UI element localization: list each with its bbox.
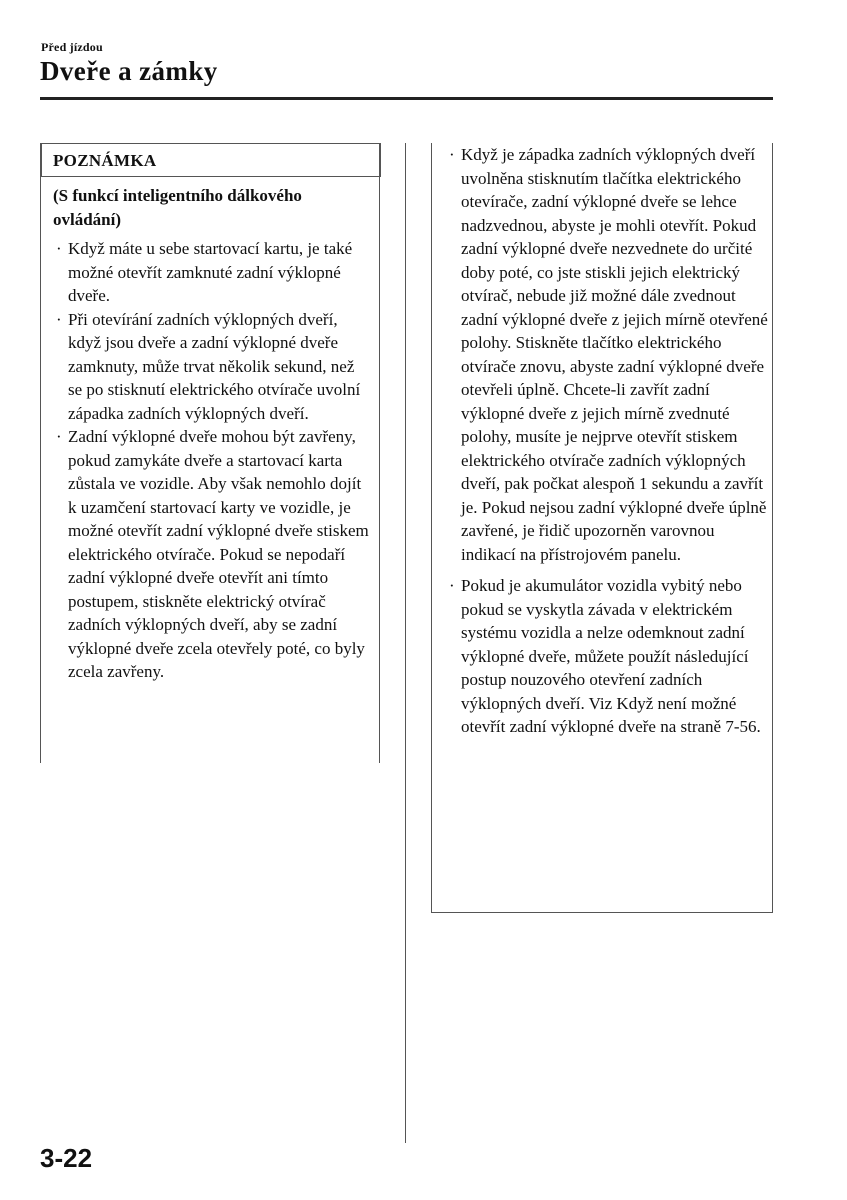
- list-item: [54, 308, 372, 426]
- right-bullet-list: [447, 143, 769, 739]
- page-title: Dveře a zámky: [40, 56, 218, 86]
- note-header: [41, 143, 381, 177]
- bullet-dot: ·: [449, 576, 455, 595]
- list-item: [54, 237, 372, 308]
- bullet-dot: ·: [449, 145, 455, 164]
- bullet-text: Když je západka zadních výklopných dveří uvolněna stisknutím tlačítka elektrického otevírače, zadní výklopné dveře se lehce nadzvednou, abyste je mohli otevřít. Pokud zadní výklopné dveře nezvednete do určité doby poté, co jste stiskli jejich elektrický otvírač, nebude již možné dále zvednout zadní výklopné dveře z jejich mírně otevřené polohy. Stiskněte tlačítko elektrického otvírače znovu, abyste zadní výklopné dveře otevřeli úplně. Chcete-li zavřít zadní výklopné dveře z jejich mírně zvednuté polohy, musíte je nejprve otevřít stiskem elektrického otvírače zadních výklopných dveří, pak počkat alespoň 1 sekundu a zavřít je. Pokud nejsou zadní výklopné dveře úplně zavřené, je řidič upozorněn varovnou indikací na přístrojovém panelu.: [461, 145, 768, 564]
- bullet-text: Zadní výklopné dveře mohou být zavřeny, pokud zamykáte dveře a startovací karta zůstala ve vozidle. Aby však nemohlo dojít k uzamčení startovací karty ve vozidle, je možné otevřít zadní výklopné dveře stiskem elektrického otvírače. Pokud se nepodaří zadní výklopné dveře otevřít ani tímto postupem, stiskněte elektrický otvírač zadních výklopných dveří, aby se zadní výklopné dveře zcela otevřely poté, co byly zcela zavřeny.: [68, 427, 369, 681]
- section-label: Před jízdou: [41, 40, 103, 54]
- page-number: 3-22: [40, 1143, 93, 1173]
- list-item: [447, 143, 769, 566]
- bullet-text: Při otevírání zadních výklopných dveří, když jsou dveře a zadní výklopné dveře zamknuty, může trvat několik sekund, než se po stisknutí elektrického otvírače uvolní západka zadních výklopných dveří.: [68, 309, 361, 423]
- list-item: [447, 574, 769, 739]
- bullet-text: Když máte u sebe startovací kartu, je také možné otevřít zamknuté zadní výklopné dveře.: [68, 239, 353, 305]
- note-subtitle: (S funkcí inteligentního dálkového ovládání): [53, 186, 302, 229]
- title-rule: [40, 97, 773, 100]
- list-item: [54, 425, 372, 684]
- note-label: POZNÁMKA: [53, 151, 157, 170]
- bullet-dot: ·: [56, 427, 62, 446]
- bullet-dot: ·: [56, 239, 62, 258]
- left-bullet-list: [54, 237, 372, 684]
- bullet-text: Pokud je akumulátor vozidla vybitý nebo pokud se vyskytla závada v elektrickém systému vozidla a nelze odemknout zadní výklopné dveře, můžete použít následující postup nouzového otevření zadních výklopných dveří. Viz Když není možné otevřít zadní výklopné dveře na straně 7-56.: [461, 576, 761, 736]
- bullet-dot: ·: [56, 309, 62, 329]
